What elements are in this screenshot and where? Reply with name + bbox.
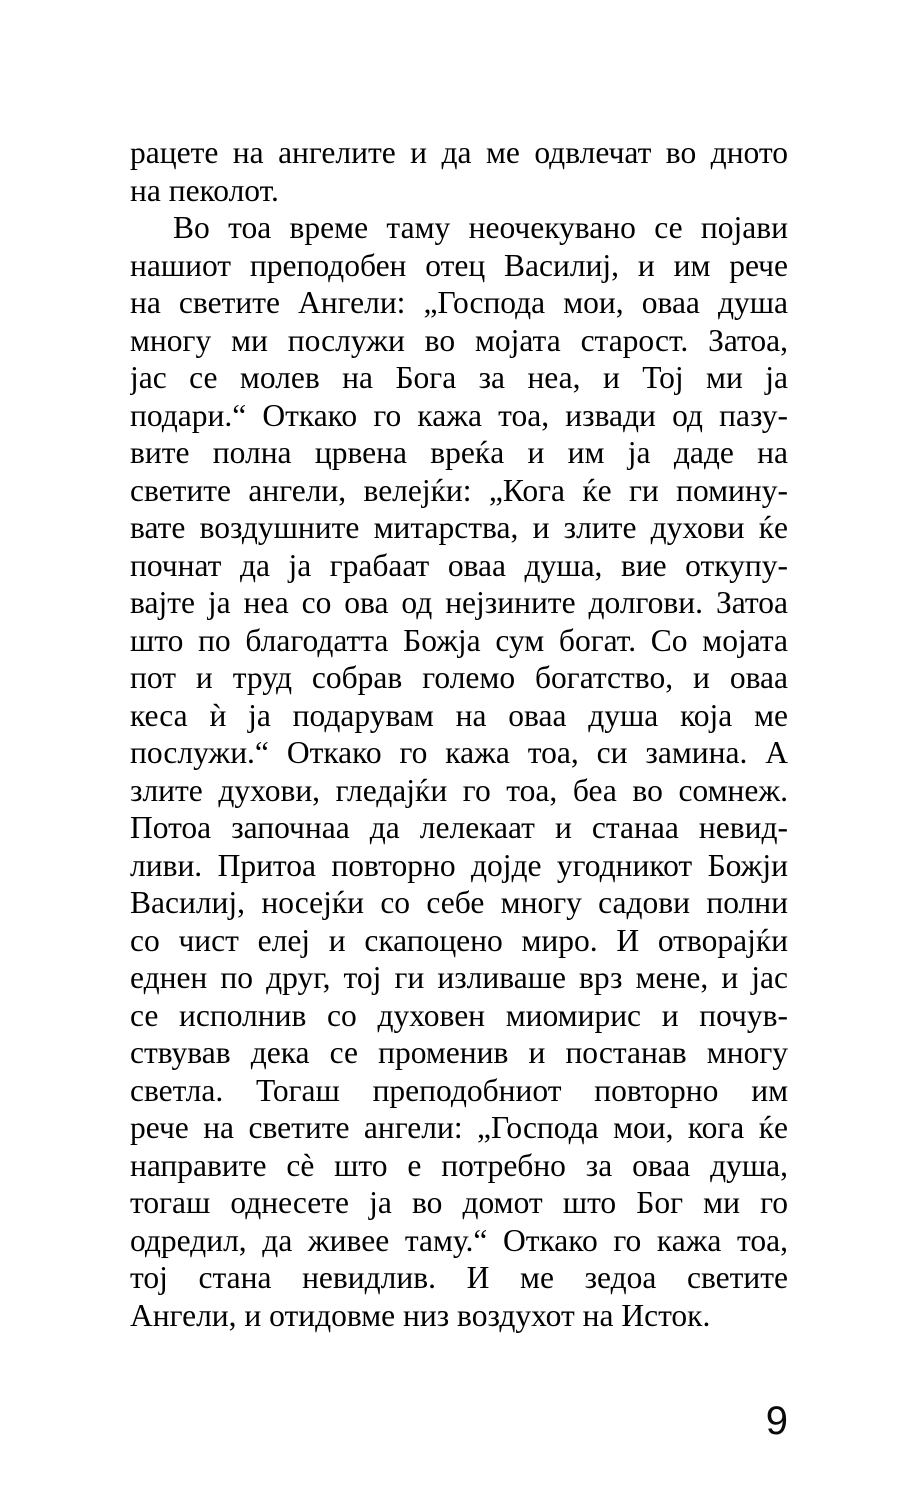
page-number: 9 <box>765 1399 788 1443</box>
text-line: кеса ѝ ја подарувам на оваа душа која ме <box>130 697 788 733</box>
text-line: нашиот преподобен отец Василиј, и им рече <box>130 247 788 283</box>
text-line: послужи.“ Откако го кажа тоа, си замина. А <box>130 735 788 770</box>
text-line: светла. Тогаш преподобниот повторно им <box>130 1072 788 1108</box>
text-line: ствував дека се променив и постанав многу <box>130 1035 788 1070</box>
body-text <box>130 134 788 1334</box>
text-line: што по благодатта Божја сум богат. Со мојата <box>130 622 788 658</box>
text-line: јас се молев на Бога за неа, и Тој ми ја <box>130 360 788 395</box>
text-line: Василиј, носејќи со себе многу садови полни <box>130 885 788 920</box>
text-line: вајте ја неа со ова од нејзините долгови. Затоа <box>130 585 788 620</box>
text-line: ливи. Притоа повторно дојде угодникот Божји <box>130 847 788 883</box>
text-line: Ангели, и отидовме низ воздухот на Исток. <box>130 1297 711 1333</box>
text-line: одредил, да живее таму.“ Откако го кажа тоа, <box>130 1222 788 1258</box>
text-line: Во тоа време таму неочекувано се појави <box>173 210 788 245</box>
text-line: рече на светите ангели: „Господа мои, кога ќе <box>130 1110 788 1145</box>
text-line: Потоа започнаа да лелекаат и станаа невид- <box>130 810 788 845</box>
text-line: пот и труд собрав големо богатство, и оваа <box>130 660 788 695</box>
text-line: светите ангели, велејќи: „Кога ќе ги помину- <box>130 472 788 508</box>
text-line: злите духови, гледајќи го тоа, беа во сомнеж. <box>130 772 788 808</box>
text-line: со чист елеј и скапоцено миро. И отворајќи <box>130 922 788 958</box>
text-line: се исполнив со духовен миомирис и почув- <box>130 997 788 1033</box>
text-line: тогаш однесете ја во домот што Бог ми го <box>130 1185 788 1220</box>
text-line: на светите Ангели: „Господа мои, оваа душа <box>130 285 788 320</box>
text-line: рацете на ангелите и да ме одвлечат во дното <box>130 135 788 170</box>
text-line: многу ми послужи во мојата старост. Затоа, <box>130 322 788 358</box>
text-line: почнат да ја грабаат оваа душа, вие откупу- <box>130 547 788 583</box>
text-line: на пеколот. <box>130 172 279 208</box>
text-line: еднен по друг, тој ги изливаше врз мене, и јас <box>130 960 788 995</box>
text-line: направите сѐ што е потребно за оваа душа, <box>130 1147 788 1183</box>
text-line: подари.“ Откако го кажа тоа, извади од пазу- <box>130 397 788 433</box>
text-line: тој стана невидлив. И ме зедоа светите <box>130 1260 788 1295</box>
text-line: вите полна црвена вреќа и им ја даде на <box>130 435 788 470</box>
text-line: вате воздушните митарства, и злите духови ќе <box>130 510 788 545</box>
